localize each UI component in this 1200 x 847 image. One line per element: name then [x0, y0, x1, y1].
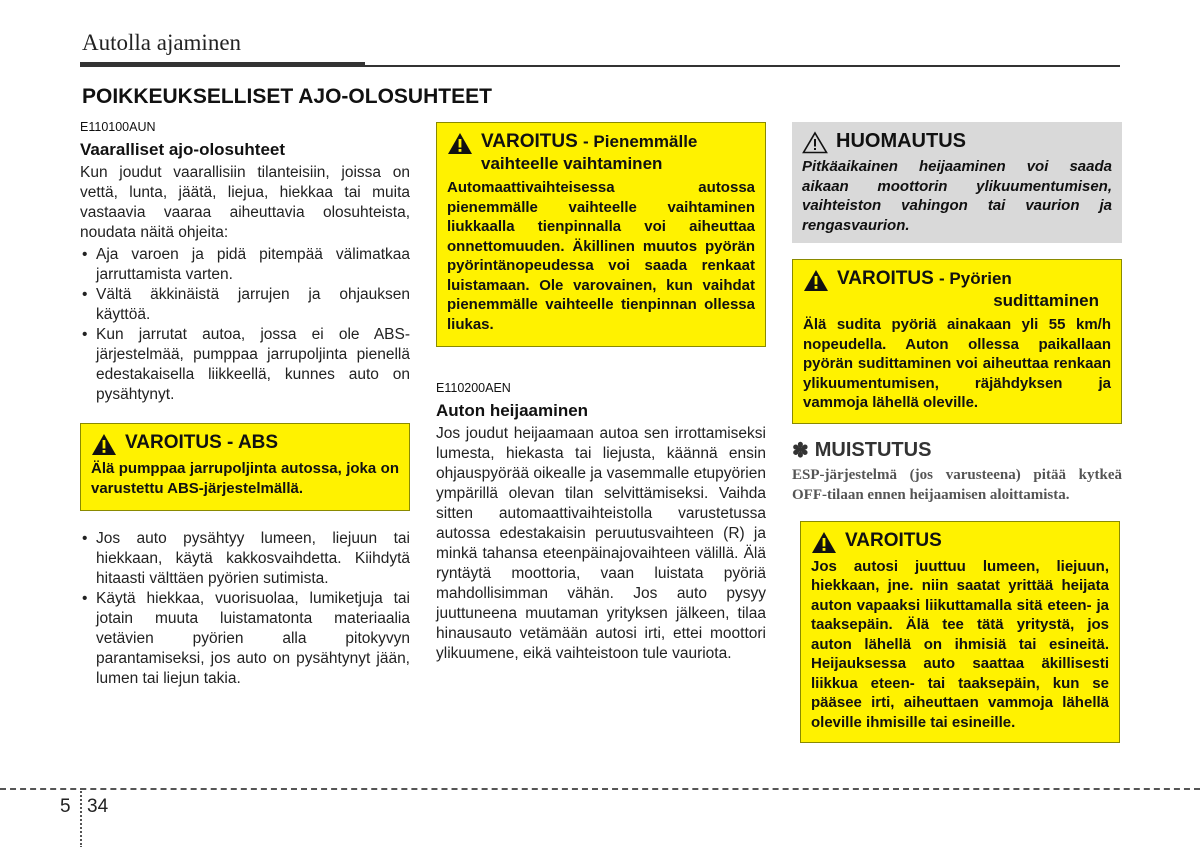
warning-triangle-icon — [447, 132, 473, 155]
section-title: POIKKEUKSELLISET AJO-OLOSUHTEET — [82, 85, 492, 108]
caution-title: HUOMAUTUS — [836, 130, 966, 152]
bullet-list-1 — [80, 245, 410, 405]
warning-title-sub: sudittaminen — [993, 291, 1099, 310]
chapter-header-title: Autolla ajaminen — [82, 30, 242, 55]
warning-header — [91, 432, 399, 456]
warning-title — [481, 131, 755, 175]
warning-title-sub: - Pyörien — [939, 269, 1012, 288]
subheading-rocking: Auton heijaaminen — [436, 401, 589, 420]
warning-title — [837, 268, 1111, 312]
warning-body: Jos autosi juuttuu lumeen, liejuun, hiekkaan, jne. niin saatat yrittää heijata auton vapaaksi liikuttamalla sitä eteen- ja taaksepäin. Älä tee tätä yritystä, jos auton lähellä on ihmisiä tai esineitä. Heijauksessa auto saattaa äkillisesti liikkua eteen- tai taaksepäin, kun se pääsee irti, aiheuttaen vammoja lähellä oleville ihmisille tai esineille. — [811, 557, 1109, 731]
list-item: • Jos auto pysähtyy lumeen, liejuun tai hiekkaan, käytä kakkosvaihdetta. Kiihdytä hitaasti välttäen pyörien sutimista. — [80, 529, 410, 589]
intro-paragraph: Kun joudut vaarallisiin tilanteisiin, joissa on vettä, lunta, jäätä, liejua, hiekkaa tai muita vastaavia vaaraa aiheuttavia olosuhteista, noudata näitä ohjeita: — [80, 164, 410, 241]
warning-header — [803, 268, 1111, 312]
memo-body: ESP-järjestelmä (jos varusteena) pitää kytkeä OFF-tilaan ennen heijaamisen aloittamista. — [792, 466, 1122, 503]
warning-title-main: VAROITUS — [837, 268, 934, 289]
section-code: E110100AUN — [80, 120, 156, 134]
page-number: 34 — [87, 796, 109, 817]
memo-section — [792, 438, 1122, 505]
section-code: E110200AEN — [436, 381, 511, 395]
warning-title: VAROITUS - ABS — [125, 432, 279, 453]
warning-title-sub: - Pienemmälle vaihteelle vaihtaminen — [481, 132, 698, 173]
caution-body: Pitkäaikainen heijaaminen voi saada aikaan moottorin ylikuumentumisen, vaihteiston vahingon tai vaurion ja rengasvaurion. — [802, 158, 1112, 234]
column-left — [80, 120, 410, 689]
caution-triangle-icon — [802, 131, 828, 154]
rocking-paragraph: Jos joudut heijaamaan autoa sen irrottamiseksi lumesta, hiekasta tai liejusta, käännä ensin ohjauspyörää oikealle ja vasemmalle etupyörien ympärillä olevan tilan selvittämiseksi. Vaihda sitten automaattivaihteistolla varustetussa autossa edestakaisin peruutusvaihteen (R) ja minkä tahansa eteenpäinajovaihteen välillä. Älä ryntäytä moottoria, vaan luistata pyöriä mahdollisimman vähän. Jos auto pysyy juuttuneena muutaman yrityksen jälkeen, tilaa hinausauto vetämään autosi irti, ettei moottori ylikuumene, eikä vaihteistoon tule vauriota. — [436, 425, 766, 662]
list-item: • Kun jarrutat autoa, jossa ei ole ABS-järjestelmää, pumppaa jarrupoljinta pienellä edestakaisella liikkeellä, kunnes auto on pysähtynyt. — [80, 325, 410, 405]
warning-triangle-icon — [811, 531, 837, 554]
warning-title: VAROITUS — [845, 529, 942, 551]
caution-box — [792, 122, 1122, 243]
caution-header — [802, 130, 1112, 154]
asterisk-icon: ✽ — [792, 439, 809, 462]
list-item: • Käytä hiekkaa, vuorisuolaa, lumiketjuja tai jotain muuta luistamatonta materiaalia vetävien pyörien alla pitokyvyn parantamiseksi, jos auto on pysähtynyt jään, lumen tai liejun takia. — [80, 589, 410, 689]
memo-title: MUISTUTUS — [814, 438, 932, 461]
header-rule-thick — [80, 62, 365, 67]
column-right — [792, 122, 1122, 743]
warning-box-wheel-spin — [792, 259, 1122, 424]
warning-triangle-icon — [803, 269, 829, 292]
warning-body: Automaattivaihteisessa autossa pienemmälle vaihteelle vaihtaminen liukkaalla tienpinnalla voi aiheuttaa onnettomuuden. Äkillinen muutos pyörän pyörintänopeudessa voi saada renkaat luistamaan. Ole varovainen, kun vaihdat pienemmälle vaihteelle tienpinnan ollessa liukas. — [447, 179, 755, 333]
footer-dashed-rule — [0, 788, 1200, 790]
list-item: • Aja varoen ja pidä pitempää välimatkaa jarruttamista varten. — [80, 245, 410, 285]
list-item: • Vältä äkkinäistä jarrujen ja ohjauksen käyttöä. — [80, 285, 410, 325]
warning-triangle-icon — [91, 433, 117, 456]
warning-header — [811, 530, 1109, 554]
footer-vertical-rule — [80, 788, 82, 847]
chapter-number: 5 — [60, 796, 71, 817]
warning-box-downshift — [436, 122, 766, 347]
warning-body: Älä sudita pyöriä ainakaan yli 55 km/h nopeudella. Auton ollessa paikallaan pyörän sudittaminen voi aiheuttaa renkaan ylikuumentumisen, räjähdyksen ja vammoja lähellä oleville. — [803, 316, 1111, 411]
warning-box-abs — [80, 423, 410, 511]
header-rule-thin — [365, 65, 1120, 67]
warning-box-rocking — [800, 521, 1120, 744]
memo-header — [792, 438, 1122, 463]
bullet-list-2 — [80, 529, 410, 689]
warning-header — [447, 131, 755, 175]
warning-title-main: VAROITUS — [481, 131, 578, 152]
subheading-dangerous-conditions: Vaaralliset ajo-olosuhteet — [80, 140, 286, 159]
column-middle — [436, 122, 766, 664]
warning-body: Älä pumppaa jarrupoljinta autossa, joka on varustettu ABS-järjestelmällä. — [91, 460, 399, 497]
